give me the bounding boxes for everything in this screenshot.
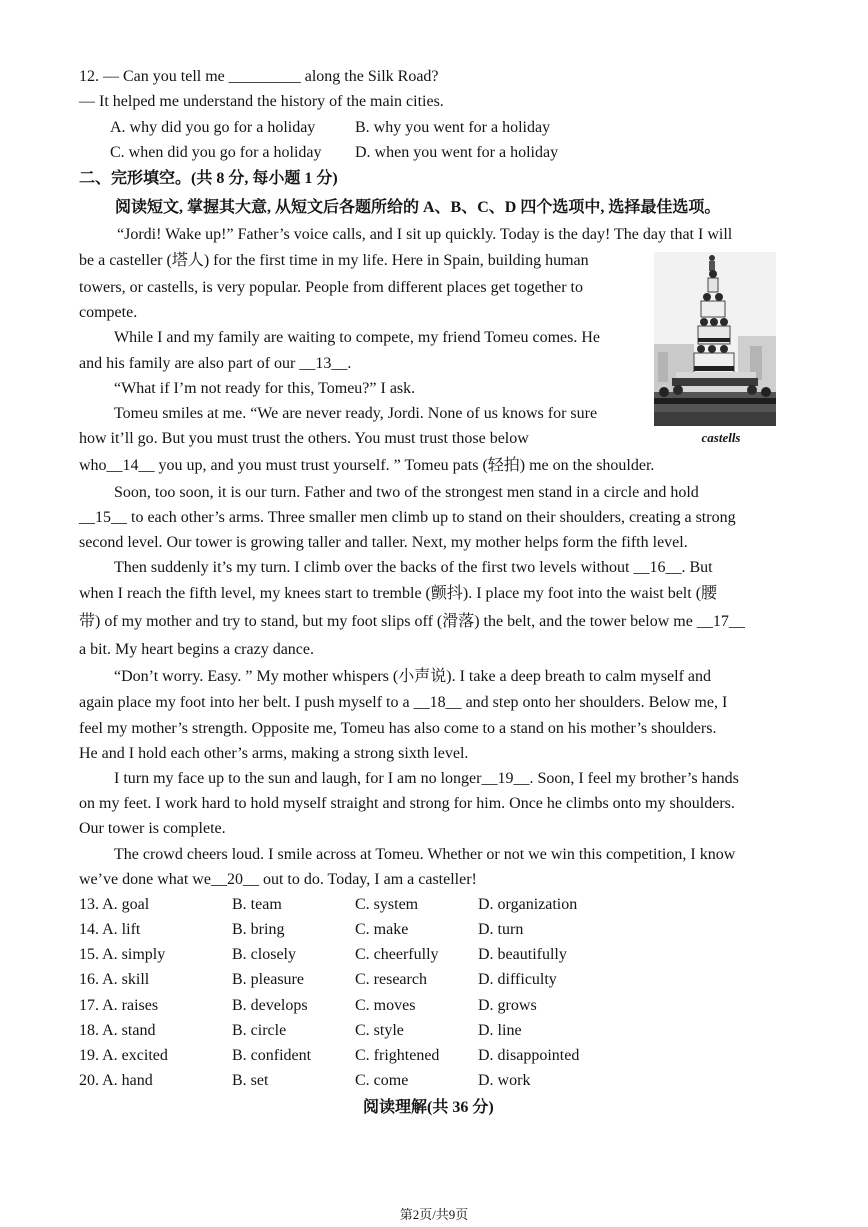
passage-line: when I reach the fifth level, my knees start to tremble (颤抖). I place my foot into the waist belt (腰 — [79, 585, 718, 602]
option-16-b: B. pleasure — [232, 971, 304, 988]
passage-line: He and I hold each other’s arms, making a strong sixth level. — [79, 745, 469, 762]
option-13-d: D. organization — [478, 896, 578, 913]
q12-stem: 12. — Can you tell me _________ along the Silk Road? — [79, 68, 439, 85]
option-18-d: D. line — [478, 1022, 522, 1039]
option-13-a: 13. A. goal — [79, 896, 150, 913]
passage-line: The crowd cheers loud. I smile across at Tomeu. Whether or not we win this competition, I know — [114, 846, 736, 863]
figure-caption: castells — [701, 430, 741, 445]
passage-line: compete. — [79, 304, 138, 321]
passage-line: “What if I’m not ready for this, Tomeu?” I ask. — [114, 380, 416, 397]
option-17-c: C. moves — [355, 997, 416, 1014]
passage-line: 带) of my mother and try to stand, but my foot slips off (滑落) the belt, and the tower below me __17__ — [79, 613, 745, 630]
q12-option-c: C. when did you go for a holiday — [110, 144, 322, 161]
passage-line: second level. Our tower is growing taller and taller. Next, my mother helps form the fifth level. — [79, 534, 688, 551]
passage-line: how it’ll go. But you must trust the others. You must trust those below — [79, 430, 529, 447]
option-18-c: C. style — [355, 1022, 404, 1039]
passage-line: __15__ to each other’s arms. Three smaller men climb up to stand on their shoulders, creating a strong — [79, 509, 736, 526]
passage-line: “Jordi! Wake up!” Father’s voice calls, and I sit up quickly. Today is the day! The day that I will — [117, 226, 733, 243]
q12-option-a: A. why did you go for a holiday — [110, 119, 316, 136]
option-17-b: B. develops — [232, 997, 308, 1014]
option-18-a: 18. A. stand — [79, 1022, 156, 1039]
passage-line: towers, or castells, is very popular. People from different places get together to — [79, 279, 583, 296]
q12-reply: — It helped me understand the history of the main cities. — [79, 93, 444, 110]
passage-line: While I and my family are waiting to compete, my friend Tomeu comes. He — [114, 329, 600, 346]
option-19-b: B. confident — [232, 1047, 312, 1064]
option-15-a: 15. A. simply — [79, 946, 166, 963]
section3-heading: 阅读理解(共 36 分) — [363, 1099, 494, 1116]
passage-line: again place my foot into her belt. I push myself to a __18__ and step onto her shoulders. Below me, I — [79, 694, 728, 711]
passage-line: feel my mother’s strength. Opposite me, Tomeu has also come to a stand on his mother’s shoulders. — [79, 720, 717, 737]
option-14-a: 14. A. lift — [79, 921, 141, 938]
section2-instruction: 阅读短文, 掌握其大意, 从短文后各题所给的 A、B、C、D 四个选项中, 选择最佳选项。 — [115, 199, 721, 216]
passage-line: Tomeu smiles at me. “We are never ready, Jordi. None of us knows for sure — [114, 405, 598, 422]
option-14-b: B. bring — [232, 921, 285, 938]
option-19-c: C. frightened — [355, 1047, 440, 1064]
option-18-b: B. circle — [232, 1022, 287, 1039]
section2-heading: 二、完形填空。(共 8 分, 每小题 1 分) — [79, 170, 338, 187]
option-20-b: B. set — [232, 1072, 269, 1089]
passage-line: Soon, too soon, it is our turn. Father and two of the strongest men stand in a circle and hold — [114, 484, 699, 501]
passage-line: Our tower is complete. — [79, 820, 226, 837]
passage-line: on my feet. I work hard to hold myself straight and strong for him. Once he climbs onto my shoulders. — [79, 795, 735, 812]
castells-photo — [654, 252, 776, 426]
option-20-d: D. work — [478, 1072, 531, 1089]
passage-line: “Don’t worry. Easy. ” My mother whispers (小声说). I take a deep breath to calm myself and — [114, 668, 712, 685]
option-14-d: D. turn — [478, 921, 524, 938]
passage-line: we’ve done what we__20__ out to do. Today, I am a casteller! — [79, 871, 477, 888]
passage-line: a bit. My heart begins a crazy dance. — [79, 641, 315, 658]
option-20-a: 20. A. hand — [79, 1072, 153, 1089]
option-20-c: C. come — [355, 1072, 409, 1089]
option-19-a: 19. A. excited — [79, 1047, 168, 1064]
passage-line: be a casteller (塔人) for the first time in my life. Here in Spain, building human — [79, 252, 589, 269]
option-16-a: 16. A. skill — [79, 971, 150, 988]
option-13-b: B. team — [232, 896, 282, 913]
option-19-d: D. disappointed — [478, 1047, 580, 1064]
q12-option-d: D. when you went for a holiday — [355, 144, 559, 161]
option-17-d: D. grows — [478, 997, 537, 1014]
option-17-a: 17. A. raises — [79, 997, 159, 1014]
option-16-d: D. difficulty — [478, 971, 557, 988]
passage-line: Then suddenly it’s my turn. I climb over the backs of the first two levels without __16__. But — [114, 559, 713, 576]
q12-option-b: B. why you went for a holiday — [355, 119, 551, 136]
option-14-c: C. make — [355, 921, 409, 938]
option-15-b: B. closely — [232, 946, 296, 963]
option-15-d: D. beautifully — [478, 946, 567, 963]
passage-line: and his family are also part of our __13__. — [79, 355, 352, 372]
page-number: 第2页/共9页 — [399, 1207, 469, 1222]
option-13-c: C. system — [355, 896, 419, 913]
option-15-c: C. cheerfully — [355, 946, 439, 963]
passage-line: I turn my face up to the sun and laugh, for I am no longer__19__. Soon, I feel my brother’s hands — [114, 770, 739, 787]
passage-line: who__14__ you up, and you must trust yourself. ” Tomeu pats (轻拍) me on the shoulder. — [79, 457, 655, 474]
option-16-c: C. research — [355, 971, 427, 988]
